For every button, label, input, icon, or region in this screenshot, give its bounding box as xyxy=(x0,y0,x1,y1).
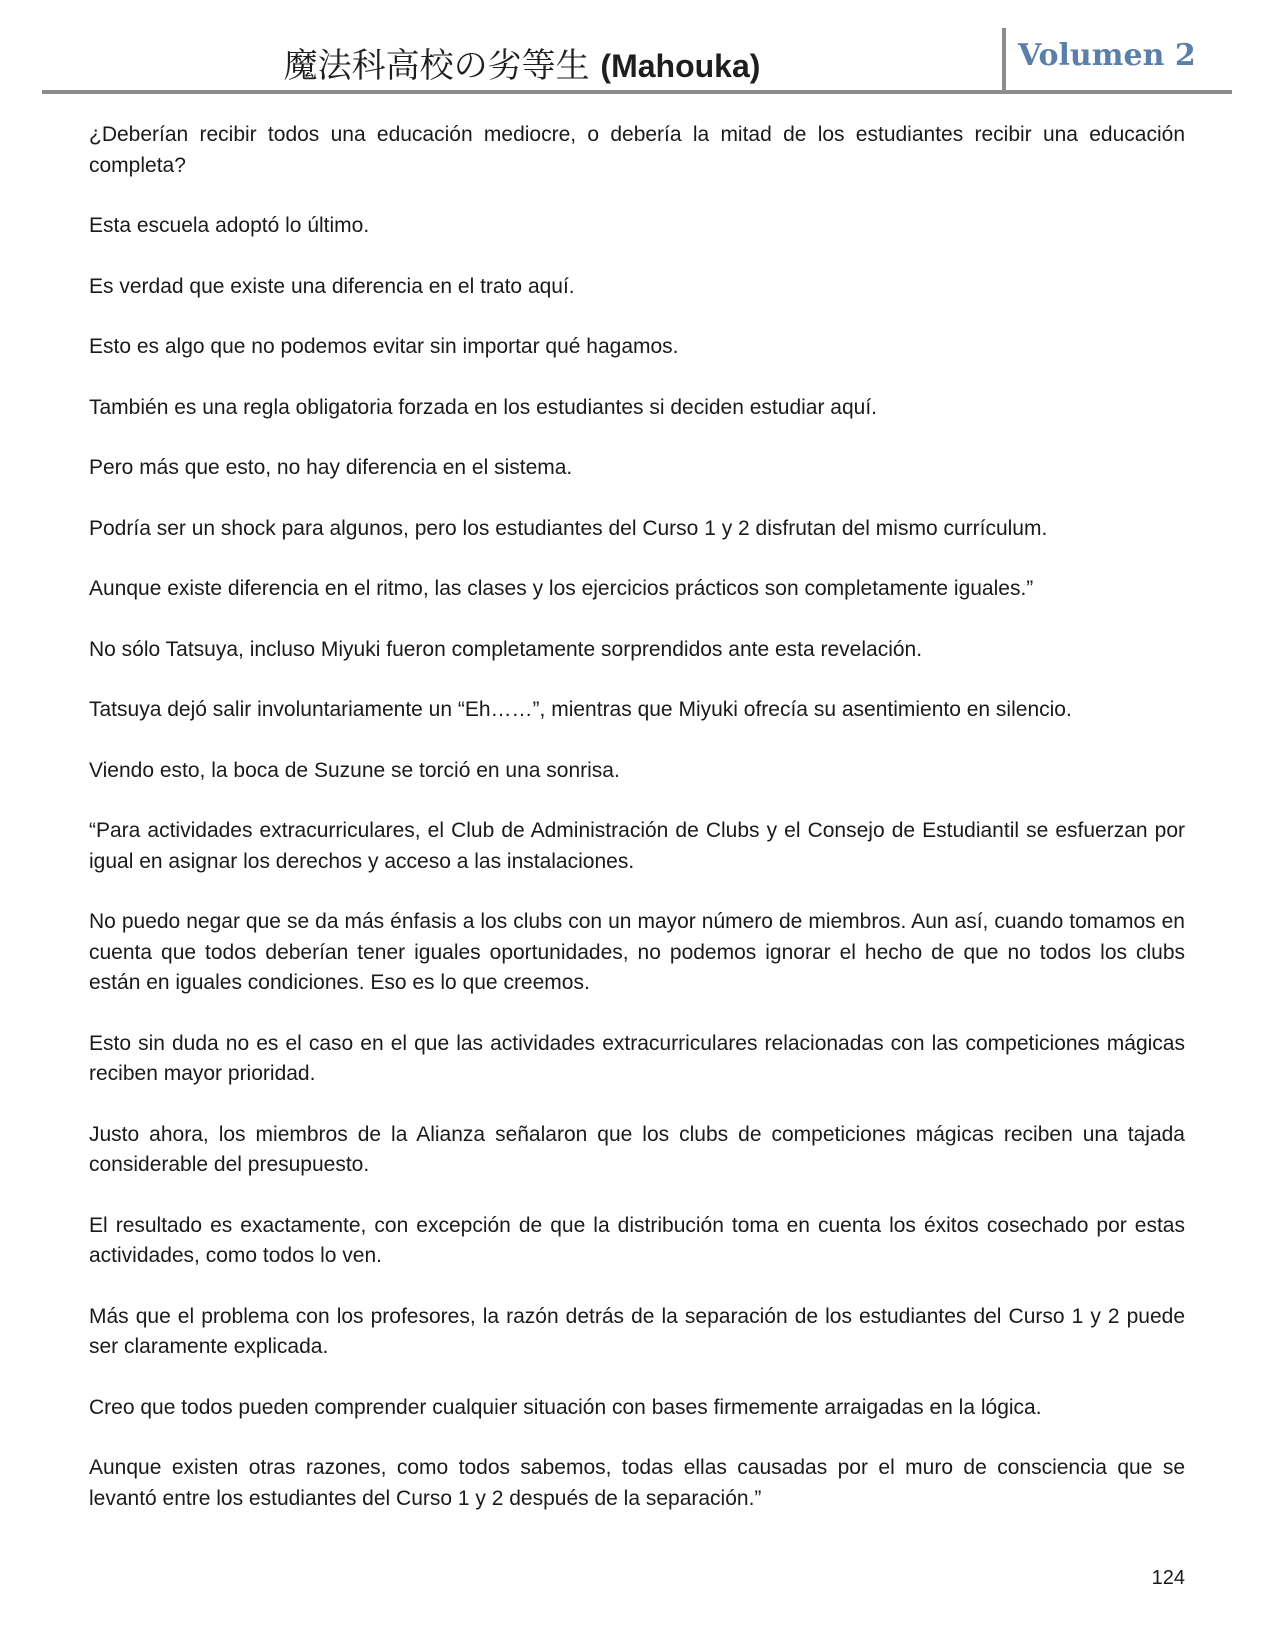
paragraph: Podría ser un shock para algunos, pero los estudiantes del Curso 1 y 2 disfrutan del mismo currículum. xyxy=(89,516,1048,540)
paragraph: El resultado es exactamente, con excepción de que la distribución toma en cuenta los éxitos cosechado por estas actividades, como todos lo ven. xyxy=(89,1213,1185,1267)
book-title-japanese: 魔法科高校の劣等生 xyxy=(283,46,590,86)
paragraph: Aunque existe diferencia en el ritmo, las clases y los ejercicios prácticos son completamente iguales.” xyxy=(89,577,1034,600)
volume-label: Volumen 2 xyxy=(1018,38,1196,73)
paragraph: Esto es algo que no podemos evitar sin importar qué hagamos. xyxy=(89,335,679,358)
paragraph: Aunque existen otras razones, como todos sabemos, todas ellas causadas por el muro de consciencia que se levantó entre los estudiantes del Curso 1 y 2 después de la separación.” xyxy=(89,1456,1185,1510)
book-title xyxy=(42,38,1002,87)
paragraph: Viendo esto, la boca de Suzune se torció en una sonrisa. xyxy=(89,758,620,782)
paragraph: Creo que todos pueden comprender cualquier situación con bases firmemente arraigadas en la lógica. xyxy=(89,1395,1042,1419)
paragraph: También es una regla obligatoria forzada en los estudiantes si deciden estudiar aquí. xyxy=(89,395,878,419)
paragraph: No sólo Tatsuya, incluso Miyuki fueron completamente sorprendidos ante esta revelación. xyxy=(89,637,923,661)
page-body xyxy=(89,120,1185,1544)
page-number: 124 xyxy=(1151,1567,1185,1589)
paragraph: Pero más que esto, no hay diferencia en el sistema. xyxy=(89,456,573,479)
paragraph: Tatsuya dejó salir involuntariamente un “Eh……”, mientras que Miyuki ofrecía su asentimiento en silencio. xyxy=(89,698,1072,721)
paragraph: Justo ahora, los miembros de la Alianza señalaron que los clubs de competiciones mágicas reciben una tajada considerable del presupuesto. xyxy=(89,1122,1185,1176)
paragraph: ¿Deberían recibir todos una educación mediocre, o debería la mitad de los estudiantes recibir una educación completa? xyxy=(89,123,1185,177)
paragraph: Es verdad que existe una diferencia en el trato aquí. xyxy=(89,274,575,298)
paragraph: No puedo negar que se da más énfasis a los clubs con un mayor número de miembros. Aun así, cuando tomamos en cuenta que todos deberían tener iguales oportunidades, no podemos ignorar el hecho de que no todos los clubs están en iguales condiciones. Eso es lo que creemos. xyxy=(89,910,1185,994)
paragraph: Más que el problema con los profesores, la razón detrás de la separación de los estudiantes del Curso 1 y 2 puede ser claramente explicada. xyxy=(89,1304,1185,1358)
paragraph: Esta escuela adoptó lo último. xyxy=(89,214,370,237)
header-separator xyxy=(1002,28,1006,92)
paragraph: “Para actividades extracurriculares, el Club de Administración de Clubs y el Consejo de Estudiantil se esfuerzan por igual en asignar los derechos y acceso a las instalaciones. xyxy=(89,819,1185,873)
header-rule xyxy=(42,90,1232,94)
paragraph: Esto sin duda no es el caso en el que las actividades extracurriculares relacionadas con las competiciones mágicas reciben mayor prioridad. xyxy=(89,1031,1185,1085)
page-header xyxy=(42,28,1232,94)
book-title-latin: (Mahouka) xyxy=(600,48,761,84)
